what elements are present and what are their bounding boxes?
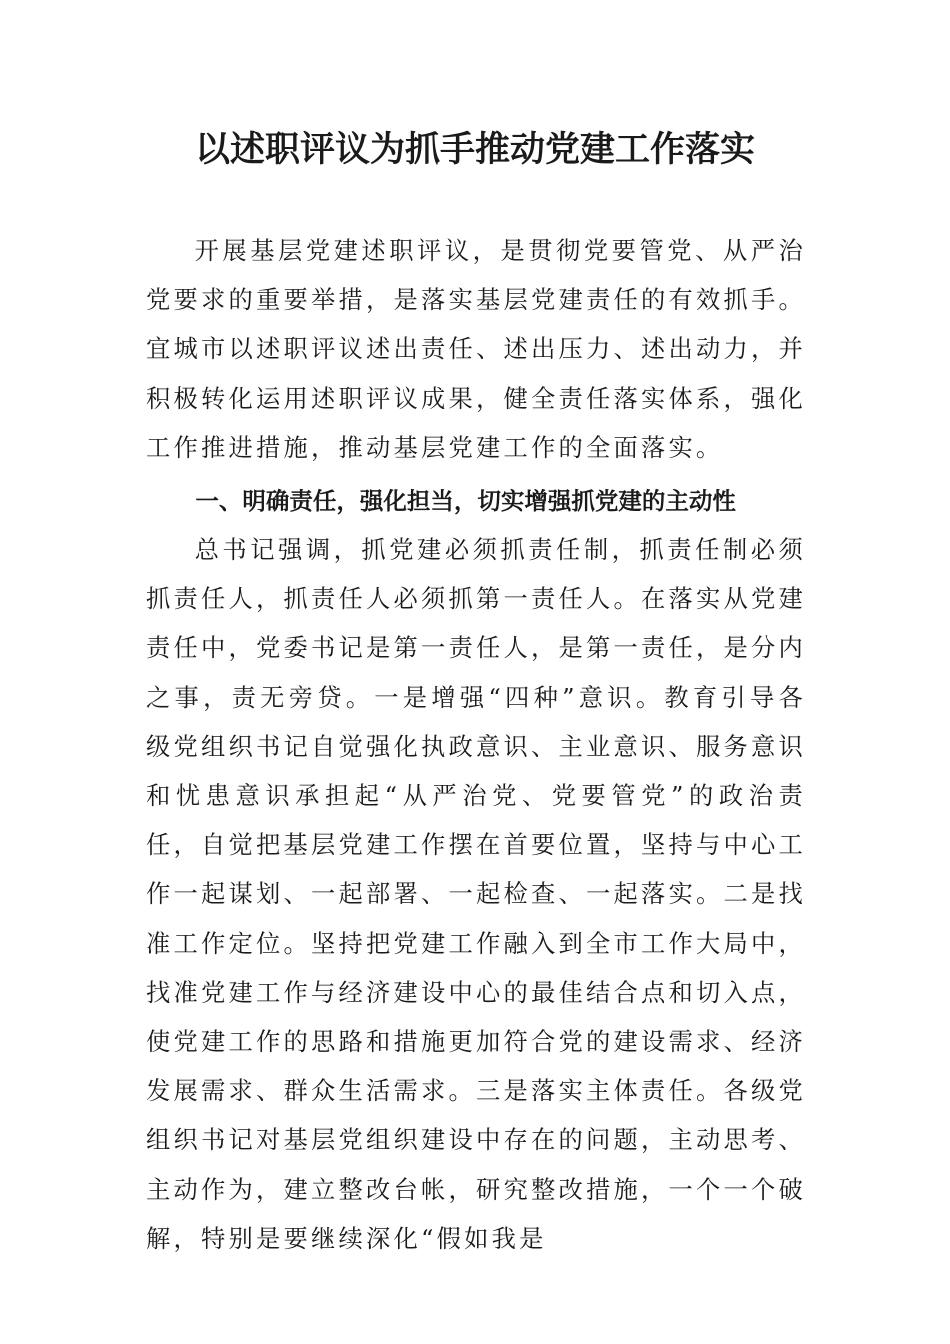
intro-paragraph: 开展基层党建述职评议，是贯彻党要管党、从严治党要求的重要举措，是落实基层党建责任的有效抓手。宜城市以述职评议述出责任、述出压力、述出动力，并积极转化运用述职评议成果，健全责任落实体系，强化工作推进措施，推动基层党建工作的全面落实。 bbox=[146, 236, 806, 462]
document-title: 以述职评议为抓手推动党建工作落实 bbox=[194, 129, 755, 170]
section-heading-1: 一、明确责任，强化担当，切实增强抓党建的主动性 bbox=[195, 487, 736, 515]
section-1-paragraph: 总书记强调，抓党建必须抓责任制，抓责任制必须抓责任人，抓责任人必须抓第一责任人。在落实从党建责任中，党委书记是第一责任人，是第一责任，是分内之事，责无旁贷。一是增强“四种”意识。教育引导各级党组织书记自觉强化执政意识、主业意识、服务意识和忧患意识承担起“从严治党、党要管党”的政治责任，自觉把基层党建工作摆在首要位置，坚持与中心工作一起谋划、一起部署、一起检查、一起落实。二是找准工作定位。坚持把党建工作融入到全市工作大局中，找准党建工作与经济建设中心的最佳结合点和切入点，使党建工作的思路和措施更加符合党的建设需求、经济发展需求、群众生活需求。三是落实主体责任。各级党组织书记对基层党组织建设中存在的问题，主动思考、主动作为，建立整改台帐，研究整改措施，一个一个破解，特别是要继续深化“假如我是 bbox=[146, 535, 806, 1253]
